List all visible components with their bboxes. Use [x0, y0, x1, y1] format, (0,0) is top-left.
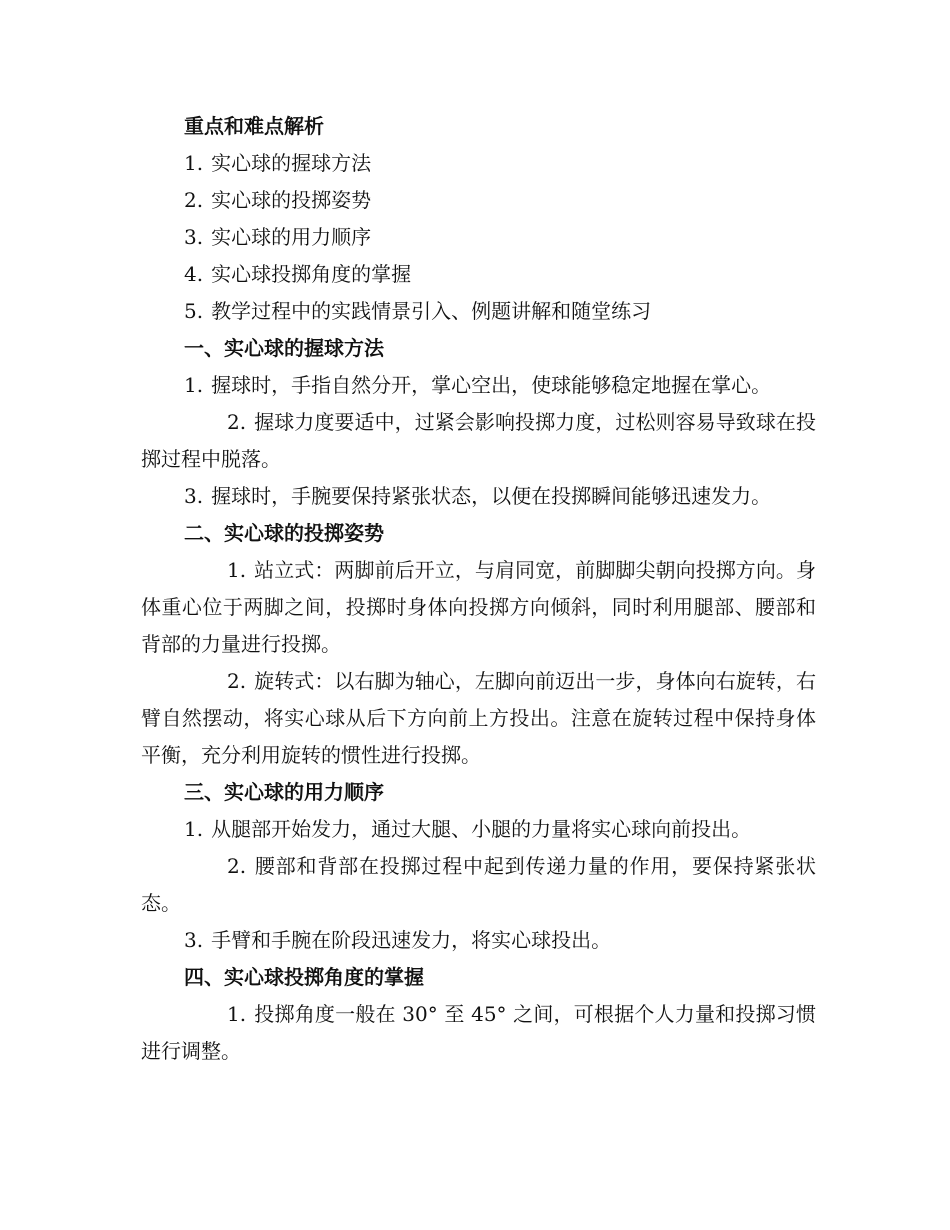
- item-number: 3.: [184, 928, 204, 952]
- item-text: 实心球的握球方法: [211, 151, 372, 175]
- item-text: 握球时，手指自然分开，掌心空出，使球能够稳定地握在掌心。: [211, 373, 772, 397]
- list-item: [141, 848, 816, 922]
- item-number: 2.: [227, 669, 247, 693]
- item-text: 教学过程中的实践情景引入、例题讲解和随堂练习: [211, 299, 652, 323]
- item-number: 2.: [227, 410, 247, 434]
- list-item: [141, 478, 816, 515]
- item-text: 旋转式：以右脚为轴心，左脚向前迈出一步，身体向右旋转，右臂自然摆动，将实心球从后下方向前上方投出。注意在旋转过程中保持身体平衡，充分利用旋转的惯性进行投掷。: [141, 669, 816, 767]
- document-body: [141, 108, 816, 1070]
- item-text: 握球力度要适中，过紧会影响投掷力度，过松则容易导致球在投掷过程中脱落。: [141, 410, 816, 471]
- item-text: 实心球的用力顺序: [211, 225, 372, 249]
- item-text: 实心球的投掷姿势: [211, 188, 372, 212]
- item-text: 实心球投掷角度的掌握: [211, 262, 412, 286]
- item-number: 1.: [184, 817, 204, 841]
- list-item: [141, 256, 816, 293]
- item-text: 腰部和背部在投掷过程中起到传递力量的作用，要保持紧张状态。: [141, 854, 816, 915]
- item-text: 握球时，手腕要保持紧张状态，以便在投掷瞬间能够迅速发力。: [211, 484, 772, 508]
- item-text: 从腿部开始发力，通过大腿、小腿的力量将实心球向前投出。: [211, 817, 752, 841]
- list-item: [141, 182, 816, 219]
- item-text: 投掷角度一般在 30° 至 45° 之间，可根据个人力量和投掷习惯进行调整。: [141, 1002, 816, 1063]
- list-item: [141, 996, 816, 1070]
- list-item: [141, 404, 816, 478]
- section-heading: 二、实心球的投掷姿势: [184, 521, 384, 545]
- list-item: [141, 293, 816, 330]
- item-number: 1.: [227, 1002, 247, 1026]
- section-heading: 重点和难点解析: [184, 114, 324, 138]
- list-item: [141, 552, 816, 663]
- item-number: 2.: [227, 854, 247, 878]
- section-heading: 四、实心球投掷角度的掌握: [184, 965, 424, 989]
- item-number: 1.: [227, 558, 247, 582]
- item-text: 手臂和手腕在阶段迅速发力，将实心球投出。: [211, 928, 612, 952]
- list-item: [141, 811, 816, 848]
- item-number: 2.: [184, 188, 204, 212]
- list-item: [141, 145, 816, 182]
- list-item: [141, 219, 816, 256]
- list-item: [141, 367, 816, 404]
- section-heading: 一、实心球的握球方法: [184, 336, 384, 360]
- list-item: [141, 922, 816, 959]
- item-number: 1.: [184, 151, 204, 175]
- item-text: 站立式：两脚前后开立，与肩同宽，前脚脚尖朝向投掷方向。身体重心位于两脚之间，投掷时身体向投掷方向倾斜，同时利用腿部、腰部和背部的力量进行投掷。: [141, 558, 816, 656]
- item-number: 4.: [184, 262, 204, 286]
- section-heading: 三、实心球的用力顺序: [184, 780, 384, 804]
- item-number: 5.: [184, 299, 204, 323]
- item-number: 3.: [184, 484, 204, 508]
- list-item: [141, 663, 816, 774]
- item-number: 1.: [184, 373, 204, 397]
- item-number: 3.: [184, 225, 204, 249]
